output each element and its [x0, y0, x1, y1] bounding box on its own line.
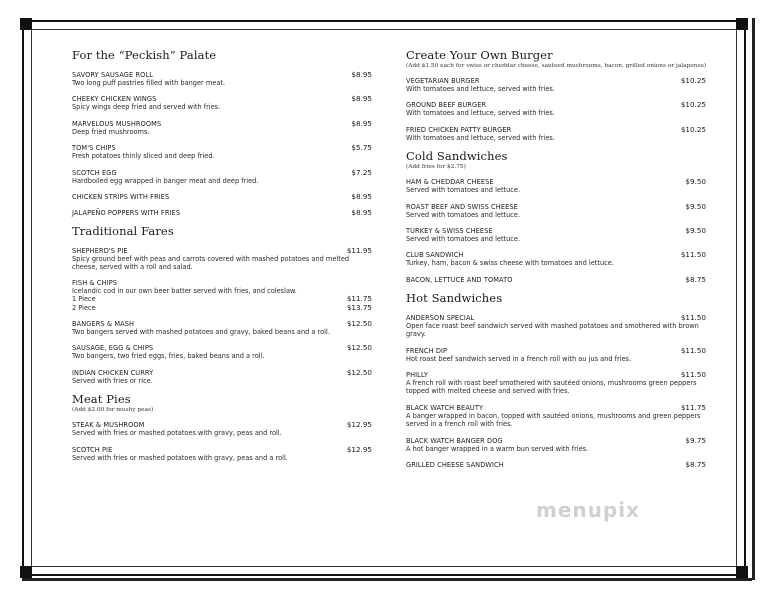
option-price: $11.75	[346, 294, 372, 304]
item-name: JALAPEÑO POPPERS WITH FRIES	[72, 209, 181, 218]
item-name: BANGERS & MASH	[72, 320, 135, 329]
menu-item-club-sandwich	[406, 250, 706, 267]
item-price: $12.95	[346, 444, 372, 454]
item-name: SHEPHERD'S PIE	[72, 247, 128, 256]
item-row	[406, 100, 706, 109]
section-title: Cold Sandwiches	[406, 149, 508, 164]
item-description: Served with tomatoes and lettuce.	[406, 210, 521, 219]
section-title: Traditional Fares	[72, 224, 174, 239]
item-row	[406, 76, 706, 85]
item-row	[72, 420, 372, 429]
item-description: Served with fries or mashed potatoes with gravy, peas and roll.	[72, 429, 282, 438]
menu-item-shepherd-s-pie	[72, 246, 372, 272]
item-price: $8.95	[351, 118, 372, 128]
menu-item-ham-cheddar-cheese	[406, 177, 706, 194]
item-row	[406, 275, 706, 284]
menu-column-right	[406, 48, 706, 476]
item-name: CHEEKY CHICKEN WINGS	[72, 95, 157, 104]
item-name: PHILLY	[406, 371, 428, 380]
menu-item-grilled-cheese-sandwich	[406, 460, 706, 469]
item-description: Turkey, ham, bacon & swiss cheese with tomatoes and lettuce.	[406, 259, 614, 268]
item-description: Hot roast beef sandwich served in a french roll with au jus and fries.	[406, 354, 632, 363]
item-row	[406, 125, 706, 134]
item-price: $7.25	[351, 167, 372, 177]
item-price: $9.75	[685, 435, 706, 445]
menu-item-cheeky-chicken-wings	[72, 94, 372, 111]
menu-item-roast-beef-and-swiss-cheese	[406, 202, 706, 219]
item-name: CHICKEN STRIPS WITH FRIES	[72, 193, 170, 202]
menu-item-bacon-lettuce-and-tomato	[406, 275, 706, 284]
item-price: $11.95	[346, 246, 372, 256]
item-row	[72, 168, 372, 177]
item-row	[406, 250, 706, 259]
item-price: $9.50	[685, 226, 706, 236]
item-row	[406, 346, 706, 355]
item-row	[406, 370, 706, 379]
item-name: MARVELOUS MUSHROOMS	[72, 119, 162, 128]
corner-ornament	[20, 566, 32, 578]
item-description: Open face roast beef sandwich served with mashed potatoes and smothered with brown gravy.	[406, 321, 699, 339]
item-row	[406, 226, 706, 235]
item-price: $12.50	[346, 367, 372, 377]
item-row	[72, 246, 372, 255]
menu-item-fish-chips	[72, 279, 372, 312]
menu-item-indian-chicken-curry	[72, 368, 372, 385]
menu-item-ground-beef-burger	[406, 100, 706, 117]
item-price: $5.75	[351, 143, 372, 153]
menu-item-steak-mushroom	[72, 420, 372, 437]
item-name: GROUND BEEF BURGER	[406, 101, 487, 110]
shadow-edge-bottom	[22, 578, 752, 581]
item-name: BLACK WATCH BEAUTY	[406, 403, 484, 412]
item-description: Two bangers, two fried eggs, fries, baked beans and a roll.	[72, 352, 265, 361]
item-row	[72, 70, 372, 79]
menu-item-marvelous-mushrooms	[72, 119, 372, 136]
corner-ornament	[736, 18, 748, 30]
item-row	[72, 192, 372, 201]
menu-item-turkey-swiss-cheese	[406, 226, 706, 243]
item-row	[406, 313, 706, 322]
shadow-edge-right	[752, 18, 755, 580]
item-name: CLUB SANDWICH	[406, 251, 464, 260]
item-price: $12.50	[346, 319, 372, 329]
item-row	[72, 143, 372, 152]
option-label: 2 Piece	[72, 303, 96, 312]
item-price: $8.95	[351, 208, 372, 218]
item-name: BLACK WATCH BANGER DOG	[406, 436, 503, 445]
item-row	[72, 368, 372, 377]
menu-item-tom-s-chips	[72, 143, 372, 160]
item-price: $8.95	[351, 192, 372, 202]
item-description: Two bangers served with mashed potatoes and gravy, baked beans and a roll.	[72, 328, 330, 337]
item-row	[72, 119, 372, 128]
item-name: TOM'S CHIPS	[72, 144, 116, 153]
item-row	[406, 403, 706, 412]
item-description: Served with fries or rice.	[72, 376, 153, 385]
menu-item-scotch-egg	[72, 168, 372, 185]
menu-item-french-dip	[406, 346, 706, 363]
item-price: $9.50	[685, 201, 706, 211]
item-option	[72, 304, 372, 312]
item-row	[72, 279, 372, 287]
item-name: HAM & CHEDDAR CHEESE	[406, 178, 494, 187]
item-description: Served with tomatoes and lettuce.	[406, 186, 521, 195]
menu-item-black-watch-beauty	[406, 403, 706, 429]
item-description: Spicy ground beef with peas and carrots covered with mashed potatoes and melted cheese, served with a roll and salad.	[72, 255, 350, 272]
item-description: Hardboiled egg wrapped in banger meat and deep fried.	[72, 176, 259, 185]
option-label: 1 Piece	[72, 295, 96, 304]
menu-item-black-watch-banger-dog	[406, 436, 706, 453]
section-note: (Add $2.00 for mushy peas)	[72, 407, 154, 414]
section-title: Create Your Own Burger	[406, 48, 553, 62]
item-price: $11.75	[680, 402, 706, 412]
item-price: $8.95	[351, 94, 372, 104]
item-price: $8.75	[685, 460, 706, 470]
menu-item-savory-sausage-roll	[72, 70, 372, 87]
item-name: ROAST BEEF AND SWISS CHEESE	[406, 202, 518, 211]
item-row	[406, 460, 706, 469]
item-name: FRENCH DIP	[406, 346, 448, 355]
item-description: With tomatoes and lettuce, served with fries.	[406, 85, 555, 93]
item-name: GRILLED CHEESE SANDWICH	[406, 461, 504, 470]
item-description: A hot banger wrapped in a warm bun served with fries.	[406, 444, 589, 453]
item-price: $10.25	[680, 76, 706, 85]
item-name: FISH & CHIPS	[72, 278, 118, 287]
item-row	[72, 319, 372, 328]
item-description: A banger wrapped in bacon, topped with sautéed onions, mushrooms and green peppers served in a french roll with fries.	[406, 411, 701, 429]
item-row	[72, 94, 372, 103]
corner-ornament	[736, 566, 748, 578]
item-name: SAVORY SAUSAGE ROLL	[72, 71, 154, 79]
item-price: $11.50	[680, 345, 706, 355]
menu-column-left	[72, 48, 372, 469]
item-name: SCOTCH EGG	[72, 168, 117, 177]
section-note: (Add $1.50 each for swiss or cheddar cheese, sauteed mushrooms, bacon, grilled onions or jalapenos)	[406, 63, 707, 69]
item-name: ANDERSON SPECIAL	[406, 313, 475, 322]
item-price: $8.95	[351, 70, 372, 79]
item-price: $12.50	[346, 343, 372, 353]
corner-ornament	[20, 18, 32, 30]
item-name: INDIAN CHICKEN CURRY	[72, 368, 154, 377]
watermark: menupix	[536, 498, 640, 522]
item-option	[72, 295, 372, 303]
item-row	[72, 208, 372, 217]
item-description: Two long puff pastries filled with banger meat.	[72, 79, 226, 87]
item-row	[406, 202, 706, 211]
item-price: $11.50	[680, 370, 706, 380]
menu-item-fried-chicken-patty-burger	[406, 125, 706, 142]
menu-item-vegetarian-burger	[406, 76, 706, 93]
section-title: Meat Pies	[72, 392, 131, 407]
menu-item-chicken-strips-with-fries	[72, 192, 372, 201]
item-name: SCOTCH PIE	[72, 445, 113, 454]
item-row	[72, 445, 372, 454]
item-name: BACON, LETTUCE AND TOMATO	[406, 275, 513, 284]
menu-item-philly	[406, 370, 706, 396]
item-description: Served with fries or mashed potatoes with gravy, peas and a roll.	[72, 453, 288, 462]
item-description: Fresh potatoes thinly sliced and deep fried.	[72, 152, 215, 161]
section-note: (Add fries for $2.75)	[406, 164, 466, 171]
section-title: Hot Sandwiches	[406, 290, 503, 305]
menu-item-anderson-special	[406, 313, 706, 339]
item-name: TURKEY & SWISS CHEESE	[406, 227, 493, 236]
item-description: A french roll with roast beef smothered with sautéed onions, mushrooms green peppers topped with melted cheese and served with fries.	[406, 379, 697, 396]
menu-item-bangers-mash	[72, 319, 372, 336]
item-price: $12.95	[346, 420, 372, 430]
item-description: Spicy wings deep fried and served with fries.	[72, 103, 221, 112]
item-price: $10.25	[680, 124, 706, 134]
item-name: FRIED CHICKEN PATTY BURGER	[406, 125, 512, 134]
item-price: $9.50	[685, 177, 706, 187]
option-price: $13.75	[346, 302, 372, 312]
section-title: For the “Peckish” Palate	[72, 48, 217, 62]
item-description: With tomatoes and lettuce, served with fries.	[406, 109, 555, 118]
item-price: $11.50	[680, 312, 706, 322]
menu-item-jalape-o-poppers-with-fries	[72, 208, 372, 217]
item-name: VEGETARIAN BURGER	[406, 77, 480, 85]
item-row	[406, 436, 706, 445]
item-price: $8.75	[685, 274, 706, 284]
menu-item-scotch-pie	[72, 445, 372, 462]
item-name: SAUSAGE, EGG & CHIPS	[72, 344, 154, 353]
item-price: $10.25	[680, 100, 706, 110]
item-description: With tomatoes and lettuce, served with fries.	[406, 133, 555, 142]
item-name: STEAK & MUSHROOM	[72, 421, 145, 430]
item-description: Served with tomatoes and lettuce.	[406, 235, 521, 244]
item-row	[72, 343, 372, 352]
item-price: $11.50	[680, 250, 706, 260]
item-row	[406, 177, 706, 186]
menu-item-sausage-egg-chips	[72, 343, 372, 360]
item-description: Deep fried mushrooms.	[72, 127, 150, 136]
item-description: Icelandic cod in our own beer batter served with fries, and coleslaw.	[72, 286, 297, 295]
